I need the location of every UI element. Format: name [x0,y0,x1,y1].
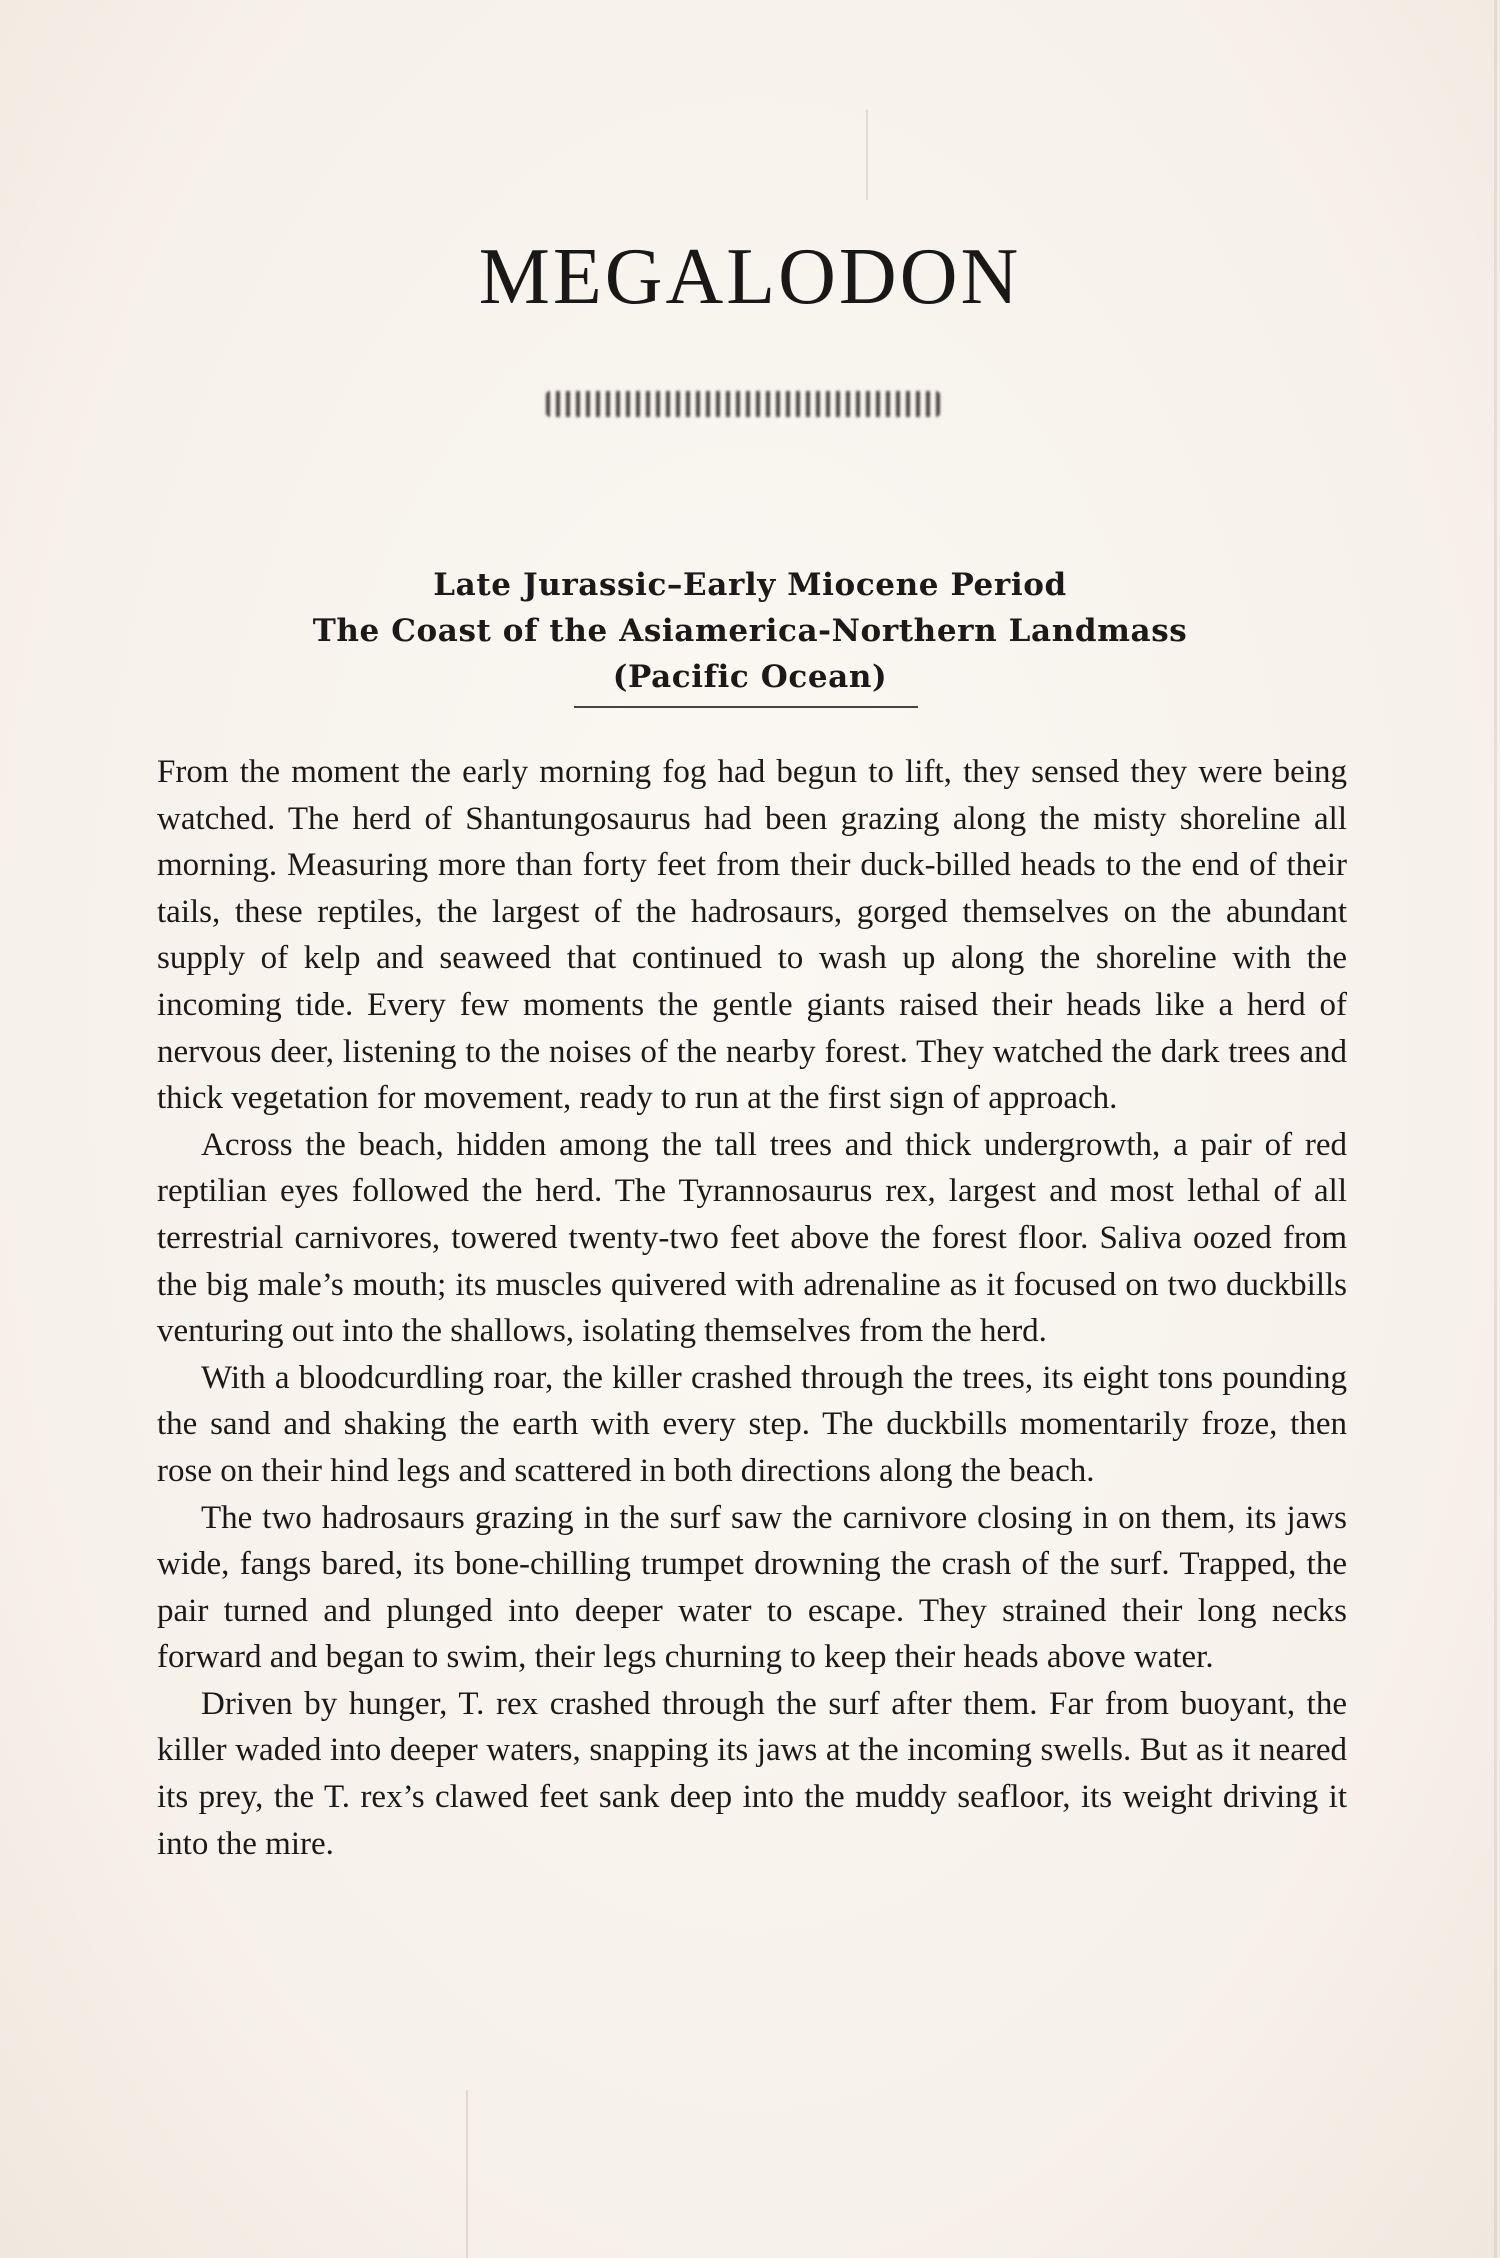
paragraph-4: The two hadrosaurs grazing in the surf saw the carnivore closing in on them, its jaws wide, fangs bared, its bone-chilling trumpet drowning the crash of the surf. Trapped, the pair turned and plunged into deeper water to escape. They strained their long necks forward and began to swim, their legs churning to keep their heads above water. [157,1499,1347,1676]
setting-heading [0,562,1500,700]
paragraph-1: From the moment the early morning fog had begun to lift, they sensed they were being watched. The herd of Shantungosaurus had been grazing along the misty shoreline all morning. Measuring more than forty feet from their duck-billed heads to the end of their tails, these reptiles, the largest of the hadrosaurs, gorged themselves on the abundant supply of kelp and seaweed that continued to wash up along the shoreline with the incoming tide. Every few moments the gentle giants raised their heads like a herd of nervous deer, listening to the noises of the nearby forest. They watched the dark trees and thick vegetation for movement, ready to run at the first sign of approach. [157,754,1347,1117]
setting-ocean: (Pacific Ocean) [612,659,888,695]
page-crease-top [866,110,868,200]
setting-location: The Coast of the Asiamerica-Northern Landmass [312,613,1188,649]
title-ornament [546,391,940,417]
paragraph-3: With a bloodcurdling roar, the killer crashed through the trees, its eight tons pounding the sand and shaking the earth with every step. The duckbills momentarily froze, then rose on their hind legs and scattered in both directions along the beach. [157,1359,1347,1489]
setting-underline [574,706,918,708]
chapter-title: MEGALODON [478,233,1022,321]
paragraph-2: Across the beach, hidden among the tall trees and thick undergrowth, a pair of red reptilian eyes followed the herd. The Tyrannosaurus rex, largest and most lethal of all terrestrial carnivores, towered twenty-two feet above the forest floor. Saliva oozed from the big male’s mouth; its muscles quivered with adrenaline as it focused on two duckbills venturing out into the shallows, isolating themselves from the herd. [157,1126,1347,1350]
page-crease-bottom [466,2090,468,2258]
page-edge-right [1494,0,1497,2258]
setting-period: Late Jurassic–Early Miocene Period [433,567,1067,603]
chapter-body [157,749,1347,1867]
paragraph-5: Driven by hunger, T. rex crashed through the surf after them. Far from buoyant, the killer waded into deeper waters, snapping its jaws at the incoming swells. But as it neared its prey, the T. rex’s clawed feet sank deep into the muddy seafloor, its weight driving it into the mire. [157,1685,1347,1862]
